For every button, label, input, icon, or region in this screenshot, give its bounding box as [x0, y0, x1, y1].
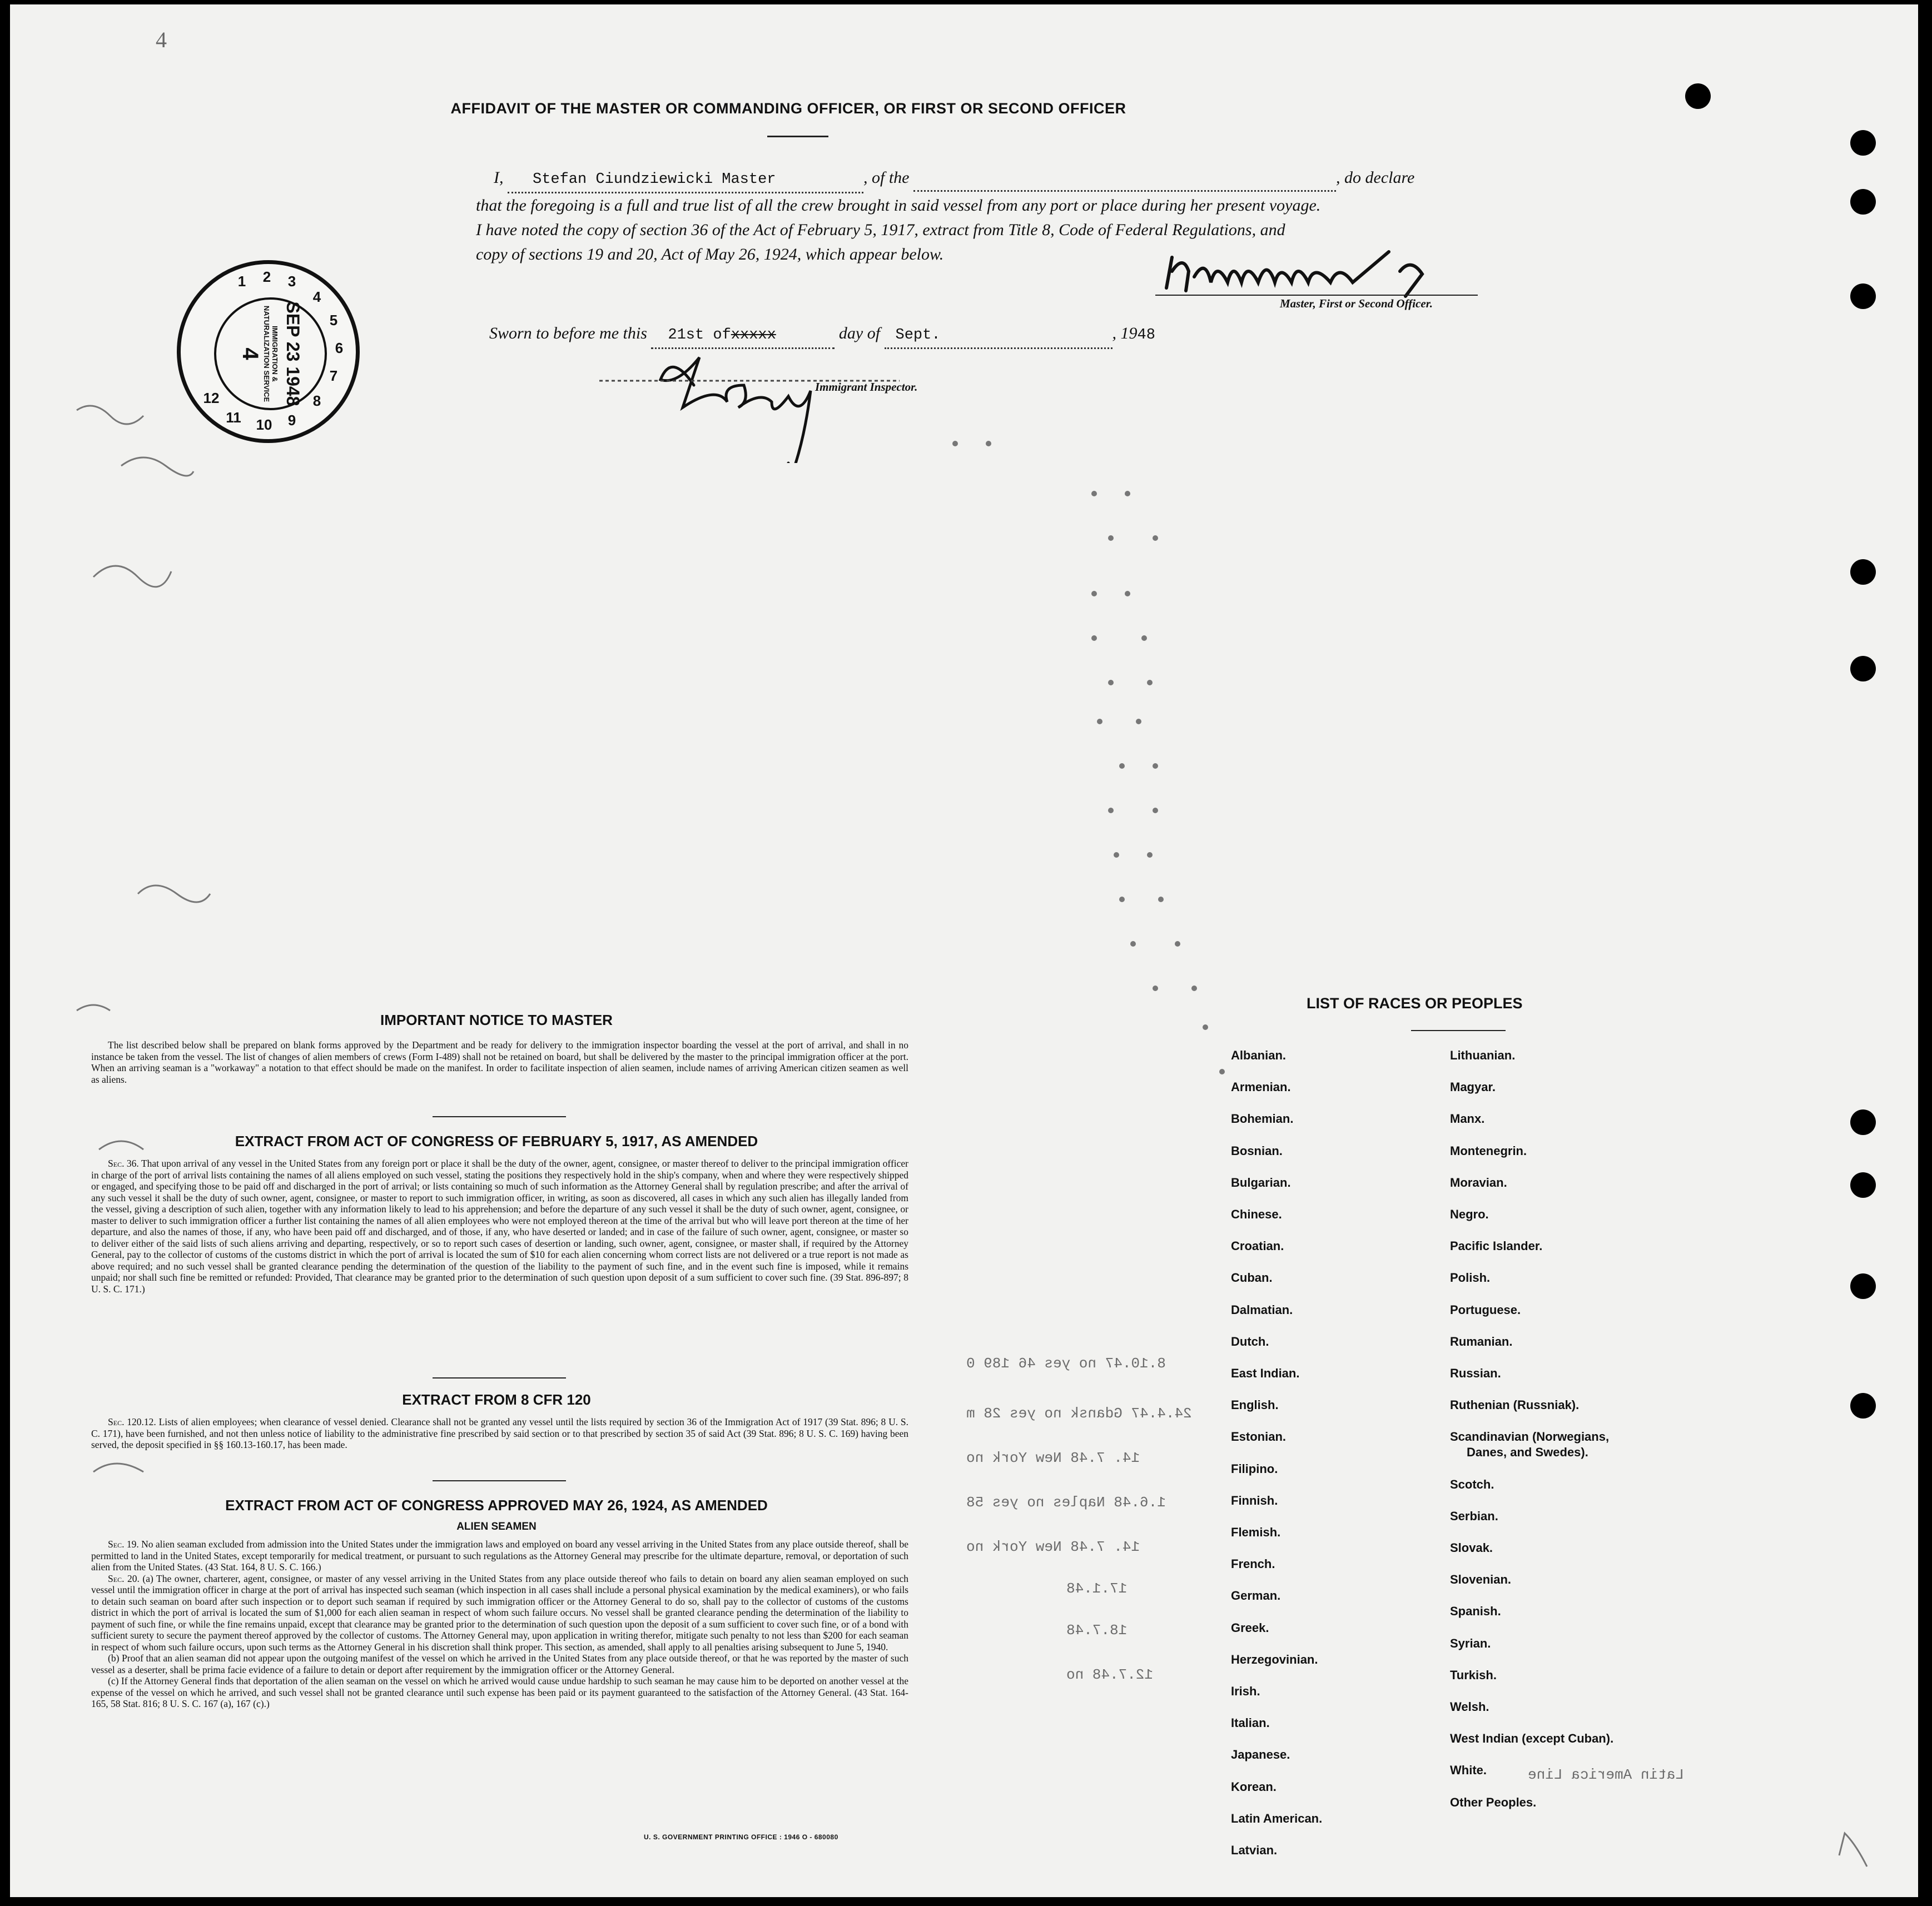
day-of-label: day of	[838, 324, 881, 342]
name-field	[508, 166, 863, 193]
race-item: Danes, and Swedes).	[1467, 1445, 1588, 1460]
race-item: Japanese.	[1231, 1748, 1290, 1762]
vessel-field	[913, 166, 1336, 192]
stamp-center-mark: 4	[238, 347, 263, 360]
sworn-day-struck: xxxxx	[731, 327, 776, 344]
race-item: Spanish.	[1450, 1604, 1501, 1619]
bleed-row: 17.1.48	[1066, 1580, 1128, 1597]
printer-imprint: U. S. GOVERNMENT PRINTING OFFICE : 1946 O - 680080	[644, 1833, 838, 1841]
bleed-row: 24.4.47 Gdansk no yes 28 m	[966, 1405, 1192, 1422]
races-title: LIST OF RACES OR PEOPLES	[1307, 995, 1523, 1012]
race-item: Bohemian.	[1231, 1112, 1294, 1126]
bleed-row: 14. 7.48 New York no	[966, 1539, 1140, 1555]
declaration-line-3: I have noted the copy of section 36 of the Act of February 5, 1917, extract from Title 8, Code of Federal Regulations, and	[476, 221, 1285, 239]
race-item: Irish.	[1231, 1684, 1260, 1698]
race-item: Rumanian.	[1450, 1334, 1513, 1348]
sec20b-text: (b) Proof that an alien seaman did not appear upon the outgoing manifest of the vessel on which he arrived in the United States from any place outside thereof, or that he was reported by the master of such vessel as a deserter, shall be prima facie evidence of a failure to detain or deport after requirement by the immigration officer or the Attorney General.	[91, 1653, 908, 1675]
sworn-month-typed: Sept.	[895, 327, 941, 344]
race-item: Bulgarian.	[1231, 1175, 1291, 1190]
race-item: German.	[1231, 1589, 1281, 1603]
name-typed: Stefan Ciundziewicki Master	[533, 171, 776, 188]
sec36-text: That upon arrival of any vessel in the United States from any foreign port or place it shall be the duty of the owner, agent, consignee, or master thereof to deliver to the principal immigration officer in charge of the port of arrival lists containing the names of all aliens employed on such vessel, stating the positions they respectively hold in the ship's company, when and where they were respectively shipped or engaged, and specifying those to be paid off and discharged in the port of arrival; or lists containing so much of such information as the Attorney General shall by regulation prescribe; and after the arrival of any such vessel it shall be the duty of such owner, agent, consignee, or master to report to such immigration officer, in writing, as soon as discovered, all cases in which any such alien has illegally landed from the vessel, giving a description of such alien, together with any information likely to lead to his apprehension; and before the departure of any such vessel it shall be the duty of such owner, agent, consignee, or master to deliver to such immigration officer a further list containing the names of all alien employees who were not employed thereon at the time of the arrival but who will leave port thereon at the time of her departure, and also the names of those, if any, who have been paid off and discharged, and of those, if any, who have deserted or landed; and in case of the failure of such owner, agent, consignee, or master so to deliver either of the said lists of such aliens arriving and departing, respectively, or so to report such cases of desertion or landing, such owner, agent, consignee, or master shall, if required by the Attorney General, pay to the collector of customs of the customs district in which the port of arrival is located the sum of $10 for each alien concerning whom correct lists are not delivered or a true report is not made as above required; and no such vessel shall be granted clearance pending the determination of the question of the liability to the payment of such fine, and in the event such fine is imposed, while it remains unpaid; nor shall such fine be remitted or refunded: Provided, That clearance may be granted prior to the determination of such question upon deposit of a sum sufficient to cover such fine. (39 Stat. 896-897; 8 U. S. C. 171.)	[91, 1158, 908, 1295]
race-item: Finnish.	[1231, 1493, 1278, 1507]
extract-1924-subtitle: ALIEN SEAMEN	[456, 1521, 537, 1532]
sworn-year-typed: 48	[1137, 327, 1155, 344]
notice-text: The list described below shall be prepared on blank forms approved by the Department and be ready for delivery to the immigration inspector boarding the vessel at the port of arrival, and shall in no instance be taken from the vessel. The list of changes of alien members of crews (Form I-489) shall not be retained on board, but shall be delivered by the master to the principal immigration officer at the port. When an arriving seaman is a "workaway" a notation to that effect should be made on the manifest. In order to facilitate inspection of alien seamen, include names of arriving American citizen seamen as well as aliens.	[91, 1039, 908, 1085]
race-item: French.	[1231, 1557, 1275, 1571]
race-item: Montenegrin.	[1450, 1143, 1527, 1158]
race-item: Filipino.	[1231, 1461, 1278, 1476]
stamp-number: 7	[329, 367, 338, 384]
race-item: Manx.	[1450, 1112, 1485, 1126]
stamp-number: 10	[256, 416, 272, 433]
race-item: Other Peoples.	[1450, 1795, 1537, 1809]
race-item: Armenian.	[1231, 1080, 1291, 1094]
race-item: Scandinavian (Norwegians,	[1450, 1430, 1610, 1444]
master-signature	[1155, 249, 1467, 299]
stamp-number: 9	[287, 412, 296, 429]
bleed-row: 18.7.48	[1066, 1622, 1128, 1639]
race-item: Italian.	[1231, 1716, 1270, 1730]
race-item: Korean.	[1231, 1779, 1277, 1794]
bleed-row: 8.10.47 no yes 46 189 0	[966, 1355, 1166, 1372]
race-item: Albanian.	[1231, 1048, 1287, 1062]
extract-1924-title: EXTRACT FROM ACT OF CONGRESS APPROVED MAY 26, 1924, AS AMENDED	[225, 1497, 768, 1514]
race-item: Moravian.	[1450, 1175, 1507, 1190]
stamp-number: 12	[203, 390, 220, 406]
declaration-line-2: that the foregoing is a full and true list of all the crew brought in said vessel from any port or place during her present voyage.	[476, 196, 1321, 215]
race-item: Russian.	[1450, 1366, 1501, 1380]
race-item: West Indian (except Cuban).	[1450, 1731, 1614, 1746]
race-item: Latin American.	[1231, 1811, 1323, 1825]
race-item: Latvian.	[1231, 1843, 1278, 1857]
race-item: Scotch.	[1450, 1477, 1494, 1491]
sworn-prefix: Sworn to before me this	[489, 324, 647, 342]
race-item: Croatian.	[1231, 1239, 1284, 1253]
do-declare-label: , do declare	[1336, 168, 1415, 187]
corner-mark: 4	[156, 27, 167, 52]
extract-1924-body	[91, 1539, 908, 1710]
signature-label: Master, First or Second Officer.	[1280, 297, 1433, 310]
race-item: White.	[1450, 1763, 1487, 1778]
stamp-number: 2	[262, 268, 271, 285]
race-item: Herzegovinian.	[1231, 1652, 1318, 1666]
race-item: East Indian.	[1231, 1366, 1300, 1380]
races-divider	[1411, 1030, 1506, 1031]
signature-line	[1155, 295, 1478, 296]
declaration-prefix: I,	[494, 168, 504, 187]
extract-1917-body	[91, 1158, 908, 1295]
bleed-row: 12.7.48 no	[1066, 1666, 1154, 1683]
sec19-text: No alien seaman excluded from admission into the United States under the immigration laws and employed on board any vessel arriving in the United States from any place outside thereof, shall be permitted to land in the United States, except temporarily for medical treatment, or pursuant to such regulations as the Attorney General may prescribe for the ultimate departure, removal, or deportation of such alien from the United States. (43 Stat. 164, 8 U. S. C. 166.)	[91, 1539, 908, 1572]
sec20a-text: (a) The owner, charterer, agent, consignee, or master of any vessel arriving in the United States from any place outside thereof who fails to detain on board any alien seaman employed on such vessel until the immigration officer in charge at the port of arrival has inspected such seaman (which inspection in all cases shall include a personal physical examination by the medical examiners), or who fails to detain such seaman on board after such inspection or to deport such seaman if required by such immigration officer or the Attorney General to do so, shall pay to the collector of customs of the customs district in which the port of arrival is located the sum of $1,000 for each alien seaman in respect of whom such failure occurs. No vessel shall be granted clearance pending the determination of the liability to payment of such fine, or while the fine remains unpaid, except that clearance may be granted prior to the determination of such question upon the deposit of a sum sufficient to cover such fine, or of a bond with sufficient surety to secure the payment thereof approved by the collector of customs. The Attorney General may, upon application in writing therefor, mitigate such penalty to not less than $200 for each seaman in respect of whom such failure occurs, upon such terms as the Attorney General in his discretion shall think proper. This section, as amended, shall apply to all penalties arising subsequent to June 5, 1940.	[91, 1572, 908, 1653]
divider	[433, 1480, 566, 1481]
race-item: Chinese.	[1231, 1207, 1282, 1221]
title-divider	[767, 136, 828, 137]
race-item: Welsh.	[1450, 1700, 1489, 1714]
race-item: Ruthenian (Russniak).	[1450, 1398, 1580, 1412]
notice-body	[91, 1039, 908, 1085]
year-prefix: , 19	[1112, 324, 1138, 342]
extract-cfr-body	[91, 1416, 908, 1451]
race-item: Negro.	[1450, 1207, 1489, 1221]
sec20c-text: (c) If the Attorney General finds that deportation of the alien seaman on the vessel on which he arrived would cause undue hardship to such seaman he may cause him to be deported on another vessel at the expense of the vessel on which he arrived, and such vessel shall not be granted clearance until such expense has been paid or its payment guaranteed to the satisfaction of the Attorney General. (43 Stat. 164-165, 58 Stat. 816; 8 U. S. C. 167 (a), 167 (c).)	[91, 1675, 908, 1709]
sec19-label: Sec. 19.	[108, 1539, 139, 1550]
race-item: Syrian.	[1450, 1636, 1491, 1650]
race-item: Lithuanian.	[1450, 1048, 1516, 1062]
race-item: Turkish.	[1450, 1668, 1497, 1682]
notice-title: IMPORTANT NOTICE TO MASTER	[380, 1012, 613, 1028]
race-item: Flemish.	[1231, 1525, 1281, 1539]
declaration-line-4: copy of sections 19 and 20, Act of May 26, 1924, which appear below.	[476, 245, 944, 263]
race-item: Dalmatian.	[1231, 1302, 1293, 1317]
stamp-number: 6	[335, 340, 344, 356]
bleed-row: Latin America Line	[1528, 1766, 1684, 1783]
stamp-date: SEP 23 1948	[283, 301, 304, 406]
sec20-label: Sec. 20.	[108, 1572, 140, 1584]
stamp-number: 4	[312, 288, 321, 305]
race-item: English.	[1231, 1398, 1279, 1412]
declaration-line-1	[494, 166, 1511, 193]
stamp-number: 11	[226, 409, 241, 426]
stamp-agency: IMMIGRATION & NATURALIZATION SERVICE	[262, 305, 280, 402]
stamp-center	[214, 297, 327, 410]
inspector-signature	[599, 341, 911, 463]
race-item: Serbian.	[1450, 1509, 1498, 1523]
race-item: Estonian.	[1231, 1430, 1287, 1444]
of-the-label: , of the	[863, 168, 910, 187]
race-item: Magyar.	[1450, 1080, 1496, 1094]
divider	[433, 1377, 566, 1379]
sec36-label: Sec. 36.	[108, 1158, 139, 1169]
sworn-day-typed: 21st of	[668, 327, 731, 344]
extract-cfr-title: EXTRACT FROM 8 CFR 120	[402, 1391, 591, 1408]
page-title: AFFIDAVIT OF THE MASTER OR COMMANDING OFFICER, OR FIRST OR SECOND OFFICER	[450, 100, 1126, 117]
stamp-number: 8	[312, 392, 321, 409]
race-item: Portuguese.	[1450, 1302, 1521, 1317]
sworn-month-field	[885, 321, 1112, 349]
race-item: Pacific Islander.	[1450, 1239, 1543, 1253]
race-item: Dutch.	[1231, 1334, 1269, 1348]
race-item: Bosnian.	[1231, 1143, 1283, 1158]
stamp-number: 1	[237, 273, 246, 290]
immigration-date-stamp	[177, 260, 360, 443]
divider	[433, 1116, 566, 1117]
race-item: Cuban.	[1231, 1271, 1273, 1285]
document-page	[10, 4, 1918, 1897]
bleed-row: 14. 7.48 New York no	[966, 1450, 1140, 1466]
extract-1917-title: EXTRACT FROM ACT OF CONGRESS OF FEBRUARY 5, 1917, AS AMENDED	[235, 1133, 758, 1149]
stamp-number: 3	[287, 273, 296, 290]
race-item: Polish.	[1450, 1271, 1491, 1285]
race-item: Slovak.	[1450, 1541, 1493, 1555]
bleed-row: 1.6.48 Naples no yes 58	[966, 1494, 1166, 1511]
stamp-number: 5	[329, 312, 338, 329]
inspector-label: Immigrant Inspector.	[815, 380, 918, 394]
sec120-label: Sec. 120.12.	[108, 1416, 156, 1427]
sec120-text: Lists of alien employees; when clearance of vessel denied. Clearance shall not be granted any vessel until the lists required by section 36 of the Immigration Act of 1917 (39 Stat. 896; 8 U. S. C. 171), have been furnished, and not then unless notice of liability to the administrative fine prescribed by said section or to that prescribed by section 35 of said Act (39 Stat. 896; 8 U. S. C. 169) having been served, the deposit specified in §§ 160.13-160.17, has been made.	[91, 1416, 908, 1450]
race-item: Greek.	[1231, 1620, 1269, 1635]
race-item: Slovenian.	[1450, 1572, 1512, 1587]
